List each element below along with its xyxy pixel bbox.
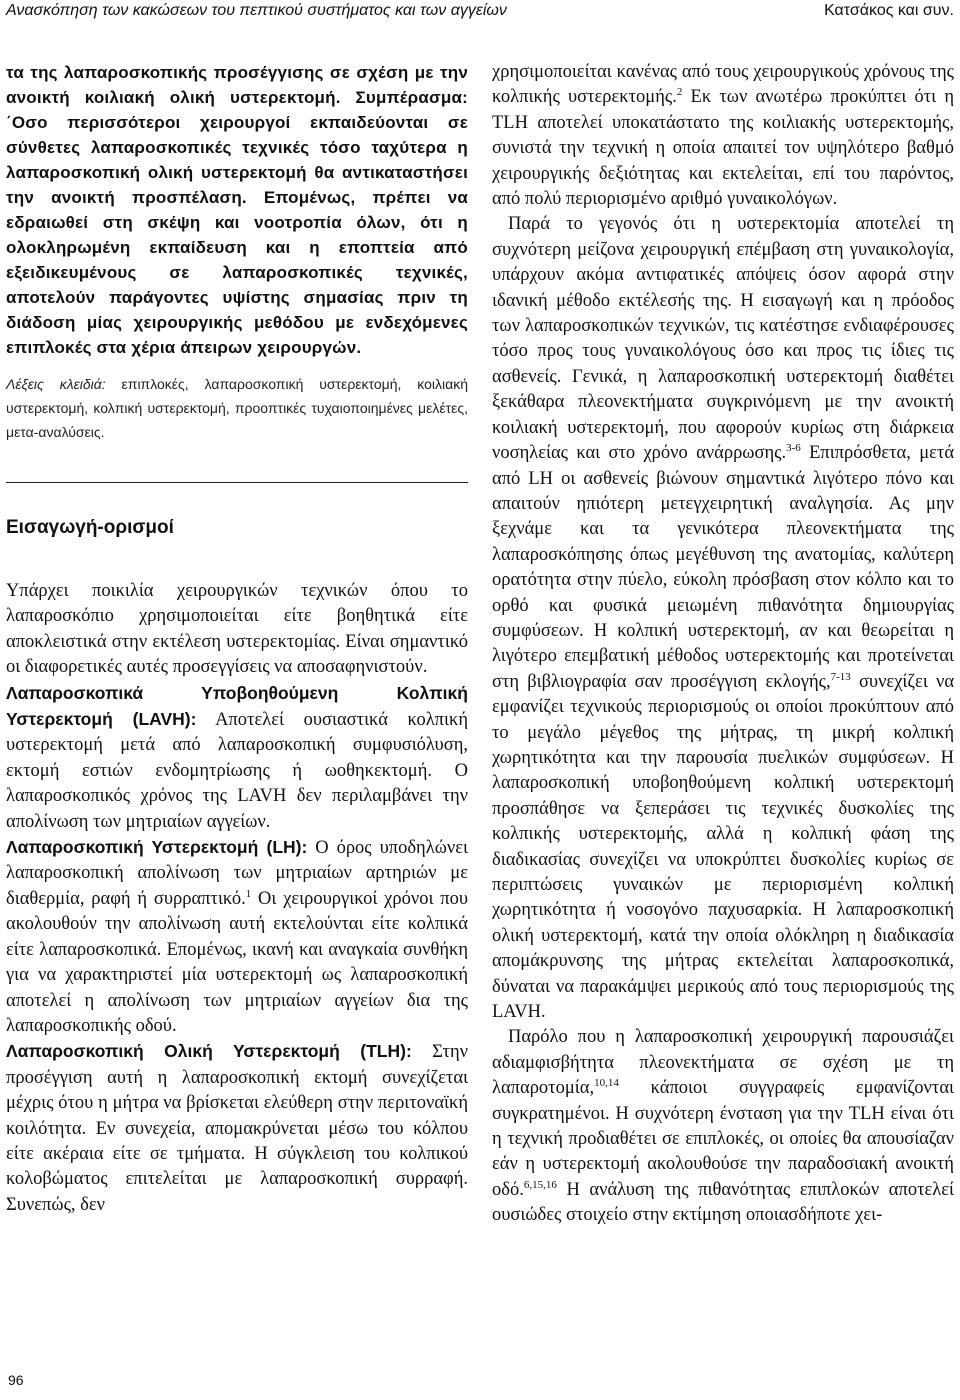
left-column <box>6 60 468 1218</box>
page-number: 96 <box>8 1372 24 1388</box>
citation: 6,15,16 <box>523 1178 557 1191</box>
paragraph: Λαπαροσκοπική Ολική Υστερεκτομή (TLH): Στην προσέγγιση αυτή η λαπαροσκοπική εκτομή συνεχίζεται μέχρις ότου η μήτρα να βρίσκεται ελεύθερη στην περιτοναϊκή κοιλότητα. Εν συνεχεία, απομακρύνεται μέσω του κόλπου είτε ακέραια είτε σε τμήματα. Η σύγκλειση του κολπικού κολοβώματος επιτελείται με λαπαροσκοπική συρραφή. Συνεπώς, δεν <box>6 1041 468 1215</box>
running-head <box>6 2 954 26</box>
term-lavh: Λαπαροσκοπικά Υποβοηθούμενη Κολπική Υστερεκτομή (LAVH): <box>6 682 468 730</box>
keywords-text: επιπλοκές, λαπαροσκοπική υστερεκτομή, κοιλιακή υστερεκτομή, κολπική υστερεκτομή, προοπτικές τυχαιοποιημένες μελέτες, μετα-αναλύσεις. <box>6 376 469 440</box>
paragraph: Υπάρχει ποικιλία χειρουργικών τεχνικών όπου το λαπαροσκόπιο χρησιμοποιείται είτε βοηθητικά είτε αποκλειστικά στην εκτέλεση υστερεκτομίας. Είναι σημαντικό οι διαφορετικές αυτές προσεγγίσεις να αποσαφηνιστούν. <box>6 581 468 678</box>
citation: 10,14 <box>594 1077 619 1090</box>
citation: 1 <box>245 887 252 900</box>
term-lh: Λαπαροσκοπική Υστερεκτομή (LH): <box>6 837 308 858</box>
citation: 7-13 <box>830 670 851 683</box>
paragraph: χρησιμοποιείται κανένας από τους χειρουργικούς χρόνους της κολπικής υστερεκτομής.$^2$ Εκ των ανωτέρω προκύπτει ότι η TLH αποτελεί υποκατάστατο της κοιλιακής υστερεκτομής, συνιστά την τεχνική η οποία απαιτεί τον υψηλότερο βαθμό χειρουργικής δεξιότητας και εκτελείται, επί του παρόντος, από πολύ περιορισμένο αριθμό γυναικολόγων. <box>492 62 955 210</box>
paragraph: Παρά το γεγονός ότι η υστερεκτομία αποτελεί τη συχνότερη μείζονα χειρουργική επέμβαση στη γυναικολογία, υπάρχουν ακόμα αντιφατικές απόψεις όσον αφορά στην ιδανική μέθοδο εκτέλεσής της. Η εισαγωγή και η πρόοδος των λαπαροσκοπικών τεχνικών, τις κατέστησε ενδιαφέρουσες τόσο προς τους γυναικολόγους όσο και προς τις ίδιες τις ασθενείς. Γενικά, η λαπαροσκοπική υστερεκτομή διαθέτει ξεκάθαρα πλεονεκτήματα συγκρινόμενη με την ανοικτή κοιλιακή υστερεκτομή, που αφορούν κυρίως στη διάρκεια νοσηλείας και στο χρόνο ανάρρωσης.$^{3-6}$ Επιπρόσθετα, μετά από LH οι ασθενείς βιώνουν σημαντικά λιγότερο πόνο και απαιτούν ηπιότερη μετεγχειρητική αναλγησία. Ας μην ξεχνάμε και τα γενικότερα πλεονεκτήματα της λαπαροσκόπησης όπως μεγέθυνση της ανατομίας, καλύτερη ορατότητα στην πύελο, εύκολη πρόσβαση στον κόλπο και το ορθό και φυσικά μειωμένη πιθανότητα δημιουργίας συμφύσεων. Η κολπική υστερεκτομή, αν και θεωρείται η λιγότερο επεμβατική μέθοδος υστερεκτομής και προτείνεται στη βιβλιογραφία σαν προσέγγιση εκλογής,$^{7-13}$ συνεχίζει να εμφανίζει τεχνικούς περιορισμούς οι οποίοι προκύπτουν από το μεγάλο μέγεθος της μήτρας, τη μικρή κολπική χωρητικότητα και την παρουσία πυελικών συμφύσεων. Η λαπαροσκοπική υποβοηθούμενη κολπική υστερεκτομή προσπάθησε να ξεπεράσει τις τεχνικές δυσκολίες της κολπικής υστερεκτομής, αλλά η κολπική φάση της διαδικασίας συνεχίζει να υποκρύπτει δυσκολίες κυρίως σε περιπτώσεις γυναικών με περιορισμένη κολπική χωρητικότητα ή νοσογόνο παχυσαρκία. Η λαπαροσκοπική ολική υστερεκτομή, κατά την οποία ολόκληρη η διαδικασία απομάκρυνσης της μήτρας εκτελείται λαπαροσκοπικά, δύναται να παρακάμψει μερικούς από τους περιορισμούς της LAVH. <box>492 214 955 1023</box>
right-column <box>492 60 954 1229</box>
keywords-label: Λέξεις κλειδιά: <box>6 376 106 392</box>
running-head-title: Ανασκόπηση των κακώσεων του πεπτικού συστήματος και των αγγείων <box>6 2 507 19</box>
section-divider <box>6 482 468 483</box>
citation: 3-6 <box>786 442 801 455</box>
paragraph: Λαπαροσκοπικά Υποβοηθούμενη Κολπική Υστερεκτομή (LAVH): Αποτελεί ουσιαστικά κολπική υστερεκτομή μετά από λαπαροσκοπική συμφυσιόλυση, εκτομή εστιών ενδομητρίωσης ή ωοθηκεκτομή. Ο λαπαροσκοπικός χρόνος της LAVH δεν περιλαμβάνει την απολίνωση των μητριαίων αγγείων. <box>6 682 468 832</box>
keywords <box>6 372 468 444</box>
paragraph: Παρόλο που η λαπαροσκοπική χειρουργική παρουσιάζει αδιαμφισβήτητα πλεονεκτήματα σε σχέση με τη λαπαροτομία,$^{10,14}$ κάποιοι συγγραφείς εμφανίζονται συγκρατημένοι. Η συχνότερη ένσταση για την TLH είναι ότι η τεχνική προδιαθέτει σε επιπλοκές, οι οποίες θα απουσίαζαν εάν η υστερεκτομή ακολουθούσε την παραδοσιακή ανοικτή οδό.$^{6,15,16}$ Η ανάλυση της πιθανότητας επιπλοκών αποτελεί ουσιώδες στοιχείο στην εκτίμηση οποιασδήποτε χει- <box>492 1027 954 1226</box>
running-head-authors: Κατσάκος και συν. <box>824 2 954 19</box>
right-body <box>492 60 954 1229</box>
section-title: Εισαγωγή-ορισμοί <box>6 517 174 538</box>
citation: 2 <box>676 86 683 99</box>
term-tlh: Λαπαροσκοπική Ολική Υστερεκτομή (TLH): <box>6 1041 412 1062</box>
abstract-conclusion: τα της λαπαροσκοπικής προσέγγισης σε σχέση με την ανοικτή κοιλιακή ολική υστερεκτομή. Συμπέρασμα: ΄Οσο περισσότεροι χειρουργοί εκπαιδεύονται σε σύνθετες λαπαροσκοπικές τεχνικές τόσο ταχύτερα η λαπαροσκοπική ολική υστερεκτομή θα αντικαταστήσει την ανοικτή προσπέλαση. Επομένως, πρέπει να εδραιωθεί στη σκέψη και νοοτροπία όλων, ότι η ολοκληρωμένη εκπαίδευση και η εποπτεία από εξειδικευμένους σε λαπαροσκοπικές τεχνικές, αποτελούν παράγοντες υψίστης σημασίας πριν τη διάδοση μίας χειρουργικής μεθόδου με ενδεχόμενες επιπλοκές στα χέρια άπειρων χειρουργών. <box>6 63 468 357</box>
left-body <box>6 579 468 1218</box>
paragraph: Λαπαροσκοπική Υστερεκτομή (LH): Ο όρος υποδηλώνει λαπαροσκοπική απολίνωση των μητριαίων αρτηριών με διαθερμία, ραφή ή συρραπτικό.$^1$ Οι χειρουργικοί χρόνοι που ακολουθούν την απολίνωση αυτή εκτελούνται είτε κολπικά είτε λαπαροσκοπικά. Επομένως, ικανή και αναγκαία συνθήκη για να χαρακτηριστεί μία υστερεκτομή ως λαπαροσκοπική αποτελεί η απολίνωση των μητριαίων αγγείων δια της λαπαροσκοπικής οδού. <box>6 837 469 1036</box>
